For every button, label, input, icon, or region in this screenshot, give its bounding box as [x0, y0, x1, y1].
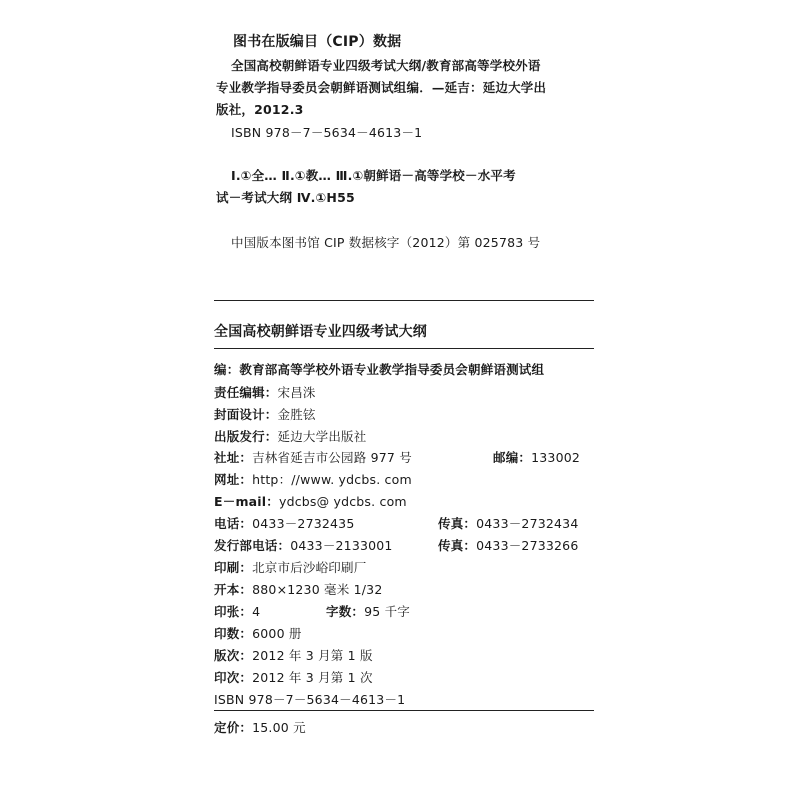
format-label: 开本： — [214, 582, 253, 597]
copies-value: 6000 册 — [252, 626, 302, 641]
divider-top — [214, 300, 594, 301]
cip-line-3: 版社，2012.3 — [216, 102, 304, 117]
address-label: 社址： — [214, 450, 253, 465]
words-label: 字数： — [326, 604, 365, 619]
website-value: http：//www. ydcbs. com — [252, 472, 412, 487]
printer-value: 北京市后沙峪印刷厂 — [252, 560, 367, 575]
postcode-label: 邮编： — [493, 450, 532, 465]
cover-design-value: 金胜铉 — [277, 407, 316, 422]
publisher-value: 延边大学出版社 — [277, 429, 367, 444]
publisher-label: 出版发行： — [214, 429, 278, 444]
details-isbn: ISBN 978－7－5634－4613－1 — [214, 692, 406, 707]
editor-label: 编： — [214, 362, 240, 377]
impression-row — [214, 670, 373, 686]
cover-design-label: 封面设计： — [214, 407, 278, 422]
dist-fax-value: 0433－2733266 — [476, 538, 579, 553]
website-row — [214, 472, 412, 488]
cip-line-1: 全国高校朝鲜语专业四级考试大纲/教育部高等学校外语 — [231, 58, 541, 73]
price-label: 定价： — [214, 720, 253, 735]
dist-phone-label: 发行部电话： — [214, 538, 291, 553]
edition-value: 2012 年 3 月第 1 版 — [252, 648, 373, 663]
phone-value: 0433－2732435 — [252, 516, 355, 531]
cip-heading: 图书在版编目（CIP）数据 — [233, 34, 402, 50]
book-title: 全国高校朝鲜语专业四级考试大纲 — [214, 324, 427, 340]
email-label: E－mail： — [214, 494, 279, 509]
editor-row — [214, 362, 544, 378]
format-row — [214, 582, 382, 598]
divider-title — [214, 348, 594, 349]
words-value: 95 千字 — [364, 604, 410, 619]
price-value: 15.00 元 — [252, 720, 306, 735]
address-row — [214, 450, 412, 466]
email-row — [214, 494, 407, 510]
address-value: 吉林省延吉市公园路 977 号 — [252, 450, 412, 465]
edition-row — [214, 648, 373, 664]
fax-row — [438, 516, 579, 532]
sheets-value: 4 — [252, 604, 261, 619]
sheets-label: 印张： — [214, 604, 253, 619]
copies-label: 印数： — [214, 626, 253, 641]
dist-fax-label: 传真： — [438, 538, 477, 553]
email-value: ydcbs@ ydcbs. com — [278, 494, 407, 509]
impression-label: 印次： — [214, 670, 253, 685]
divider-bottom — [214, 710, 594, 711]
phone-label: 电话： — [214, 516, 253, 531]
publisher-row — [214, 429, 366, 445]
editor-value: 教育部高等学校外语专业教学指导委员会朝鲜语测试组 — [239, 362, 545, 377]
dist-fax-row — [438, 538, 579, 554]
fax-label: 传真： — [438, 516, 477, 531]
cip-isbn: ISBN 978－7－5634－4613－1 — [231, 125, 423, 140]
cip-library-note: 中国版本图书馆 CIP 数据核字（2012）第 025783 号 — [231, 235, 541, 250]
dist-phone-value: 0433－2133001 — [290, 538, 393, 553]
fax-value: 0433－2732434 — [476, 516, 579, 531]
cip-classification-2: 试－考试大纲 Ⅳ.①H55 — [216, 190, 355, 205]
cip-line-2: 专业教学指导委员会朝鲜语测试组编．—延吉：延边大学出 — [216, 80, 547, 95]
dist-phone-row — [214, 538, 393, 554]
impression-value: 2012 年 3 月第 1 次 — [252, 670, 373, 685]
price-row — [214, 720, 306, 736]
printer-label: 印刷： — [214, 560, 253, 575]
words-row — [326, 604, 410, 620]
postcode-value: 133002 — [531, 450, 581, 465]
copies-row — [214, 626, 302, 642]
cover-design-row — [214, 407, 316, 423]
website-label: 网址： — [214, 472, 253, 487]
cip-classification-1: Ⅰ.①全… Ⅱ.①教… Ⅲ.①朝鲜语－高等学校－水平考 — [231, 168, 516, 183]
format-value: 880×1230 毫米 1/32 — [252, 582, 383, 597]
sheets-row — [214, 604, 260, 620]
phone-row — [214, 516, 355, 532]
responsible-editor-row — [214, 385, 316, 401]
edition-label: 版次： — [214, 648, 253, 663]
printer-row — [214, 560, 366, 576]
responsible-editor-value: 宋昌洙 — [277, 385, 316, 400]
postcode-row — [493, 450, 580, 466]
responsible-editor-label: 责任编辑： — [214, 385, 278, 400]
